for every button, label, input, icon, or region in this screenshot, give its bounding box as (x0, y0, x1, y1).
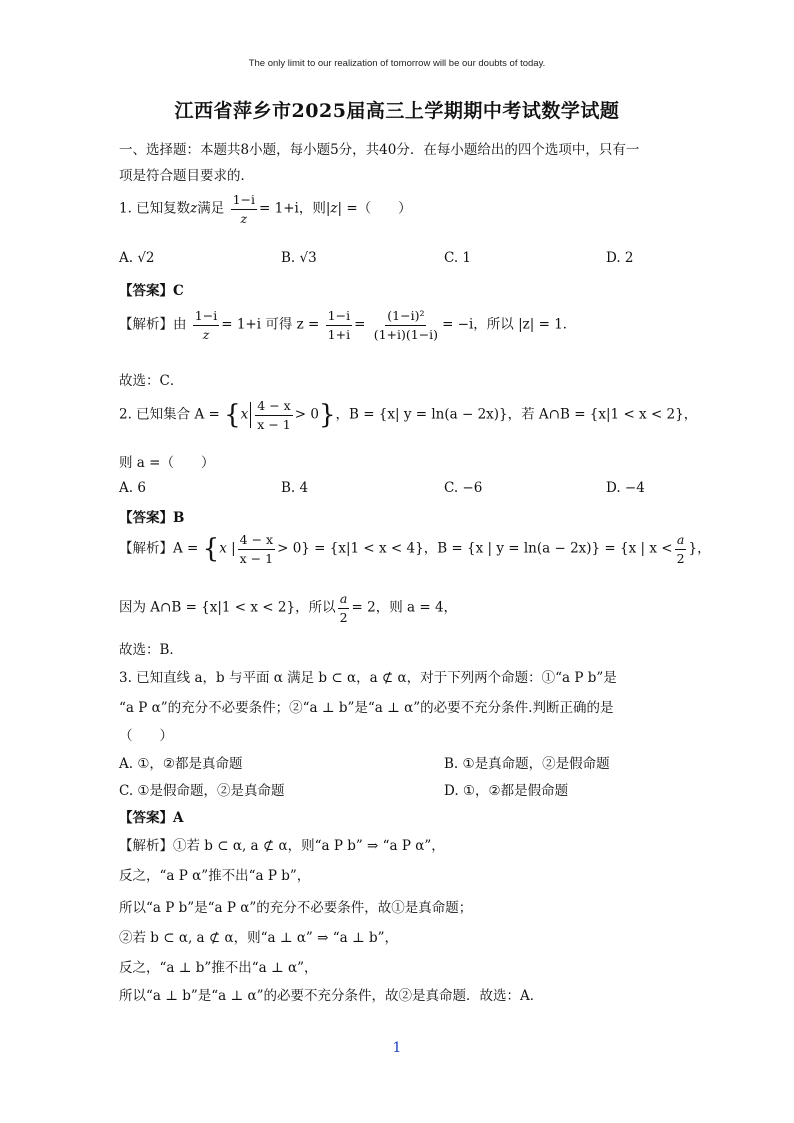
q2-option-c: C. −6 (444, 480, 483, 496)
q3-option-a: A. ①，②都是真命题 (119, 756, 243, 772)
q1-prefix: 1. 已知复数 (119, 200, 191, 217)
q2-sol-label: 【解析】A = (119, 540, 199, 557)
section-intro-line2: 项是符合题目要求的． (119, 168, 254, 184)
q1-sol-frac1: $\frac{1-i}{z}$ (194, 308, 218, 342)
q2-set-fraction: $\frac{4 - x}{x - 1}$ (257, 398, 291, 432)
q3-option-c: C. ①是假命题，②是真命题 (119, 783, 285, 799)
q2-sol-frac-a: $\frac{4 - x}{x - 1}$ (239, 532, 274, 566)
q1-option-b: B. √3 (281, 250, 317, 266)
q1-answer: 【答案】C (119, 283, 184, 299)
q2-solution-line2 (119, 591, 457, 625)
q2-sol-b-end: }， (688, 540, 711, 557)
q2-sol-mid: > 0} = {x|1 < x < 4}，B = {x | y = ln(a − 2x)} = {x | x < (277, 540, 673, 557)
q2-solution-line1: 【解析】A = {x | $\frac{4 - x}{x - 1}$ > 0} = {x|1 < x < 4}，B = {x | y = ln(a − 2x)} = {x | x < $\frac{a}{2}$ }， (119, 532, 711, 566)
q1-eq: = 1+i (259, 200, 299, 217)
q1-option-a: A. √2 (119, 250, 155, 266)
q3-line3: （ ） (119, 728, 173, 744)
section-intro-line1: 一、选择题：本题共8小题，每小题5分，共40分．在每小题给出的四个选项中，只有一 (119, 142, 640, 158)
q2-sol2-a: 因为 A∩B = {x|1 < x < 2}，所以 (119, 599, 336, 616)
q2-option-a: A. 6 (119, 480, 146, 496)
question-2: 2. 已知集合 A = {x $\frac{4 - x}{x - 1}$ > 0}，B = {x| y = ln(a − 2x)}，若 A∩B = {x|1 < x < 2}， (119, 398, 698, 432)
q2-sol-frac-b: $\frac{a}{2}$ (676, 532, 685, 566)
q1-option-d: D. 2 (606, 250, 634, 266)
q1-z: z (190, 200, 198, 217)
q2-option-d: D. −4 (606, 480, 645, 496)
q3-line2: “a P α”的充分不必要条件；②“a ⊥ b”是“a ⊥ α”的必要不充分条件.判断正确的是 (119, 700, 614, 716)
question-1 (119, 192, 412, 226)
q2-sol2-frac: $\frac{a}{2}$ (339, 591, 348, 625)
q2-sol2-b: = 2，则 a = 4， (351, 599, 458, 616)
q3-solution-line3: 所以“a P b”是“a P α”的充分不必要条件，故①是真命题； (119, 900, 473, 916)
q1-solution: 【解析】由 $\frac{1-i}{z}$ = 1+i 可得 z = $\frac{1-i}{1+i}$ = $\frac{\text{(1−i)²}}{(1+i)(1-i)}$ = −i，所以 |z| = 1． (119, 308, 577, 342)
q2-line1-b: > 0 (294, 406, 319, 423)
q3-solution-line2: 反之，“a P α”推不出“a P b”， (119, 868, 311, 884)
page-title: 江西省萍乡市2025届高三上学期期中考试数学试题 (174, 100, 620, 122)
q1-sol-end: = −i，所以 |z| = 1． (442, 316, 577, 333)
q1-sol-frac2: $\frac{1-i}{1+i}$ (327, 308, 351, 342)
page-number: 1 (392, 1040, 402, 1056)
q2-conclusion: 故选：B． (119, 642, 183, 658)
q2-line1-c: ，B = {x| y = ln(a − 2x)}，若 A∩B = {x|1 < x < 2}， (335, 406, 698, 423)
q2-option-b: B. 4 (281, 480, 309, 496)
q1-option-c: C. 1 (444, 250, 472, 266)
q3-solution-line4: ②若 b ⊂ α, a ⊄ α，则“a ⊥ α” ⇒ “a ⊥ b”， (119, 930, 398, 946)
q1-suffix: ，则 (298, 200, 326, 217)
q2-line1-a: 2. 已知集合 A = (119, 406, 220, 423)
q3-solution-line5: 反之，“a ⊥ b”推不出“a ⊥ α”， (119, 960, 318, 976)
q3-solution-line1: 【解析】①若 b ⊂ α, a ⊄ α，则“a P b” ⇒ “a P α”， (119, 838, 445, 854)
q1-mid: 满足 (197, 200, 225, 217)
q1-sol-frac3: $\frac{\text{(1−i)²}}{(1+i)(1-i)}$ (373, 308, 439, 342)
q1-sol-label: 【解析】由 (119, 316, 187, 333)
page-header-quote: The only limit to our realization of tomorrow will be our doubts of today. (248, 58, 546, 69)
q3-option-b: B. ①是真命题，②是假命题 (444, 756, 610, 772)
q2-answer: 【答案】B (119, 510, 185, 526)
q3-solution-line6: 所以“a ⊥ b”是“a ⊥ α”的必要不充分条件，故②是真命题．故选：A． (119, 988, 544, 1004)
q1-paren: （ ） (357, 200, 412, 217)
q3-answer: 【答案】A (119, 810, 184, 826)
q3-line1: 3. 已知直线 a，b 与平面 α 满足 b ⊂ α，a ⊄ α，对于下列两个命题：①“a P b”是 (119, 670, 617, 686)
q2-line2: 则 a =（ ） (119, 455, 215, 471)
q1-abs: |z| = (325, 200, 358, 217)
q1-sol-eq1: = 1+i 可得 z = (221, 316, 320, 333)
q1-fraction: $\frac{1-i}{z}$ (232, 192, 256, 226)
q3-option-d: D. ①，②都是假命题 (444, 783, 569, 799)
q1-conclusion: 故选：C． (119, 373, 184, 389)
